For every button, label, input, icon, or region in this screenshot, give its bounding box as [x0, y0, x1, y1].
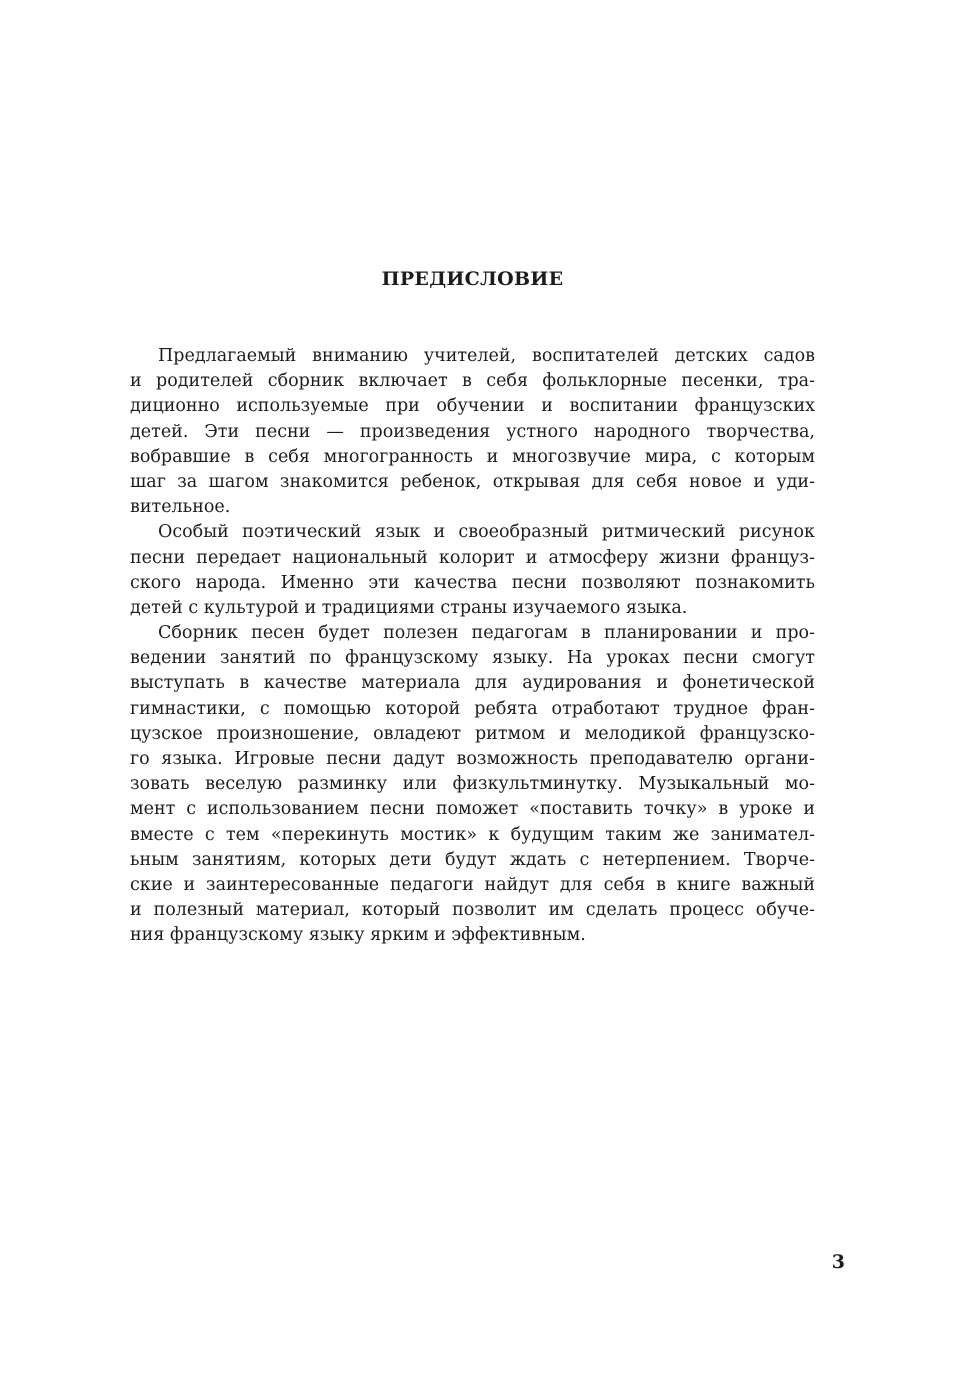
text-line: Особый поэтический язык и своеобразный ритмический рисунок — [158, 522, 815, 543]
text-line: го языка. Игровые песни дадут возможность преподавателю органи- — [130, 749, 815, 769]
text-line: вительное. — [130, 497, 231, 518]
text-line: детей с культурой и традициями страны изучаемого языка. — [130, 597, 688, 618]
text-line: шаг за шагом знакомится ребенок, открывая для себя новое и уди- — [130, 471, 815, 492]
text-line: вместе с тем «перекинуть мостик» к будущим таким же занимател- — [130, 824, 815, 845]
text-line: ведении занятий по французскому языку. На уроках песни смогут — [130, 648, 815, 669]
text-line: Сборник песен будет полезен педагогам в планировании и про- — [158, 623, 815, 644]
text-line: детей. Эти песни — произведения устного народного творчества, — [130, 421, 815, 442]
text-line: ского народа. Именно эти качества песни позволяют познакомить — [130, 572, 815, 593]
paragraph-1 — [130, 344, 815, 520]
text-line: цузское произношение, овладеют ритмом и мелодикой французско- — [130, 723, 815, 744]
text-line: песни передает национальный колорит и атмосферу жизни француз- — [130, 547, 815, 568]
paragraph-3 — [130, 621, 815, 948]
paragraph-2 — [130, 520, 815, 621]
text-line: ьным занятиям, которых дети будут ждать с нетерпением. Творче- — [130, 849, 815, 870]
text-line: ские и заинтересованные педагоги найдут для себя в книге важный — [130, 874, 815, 895]
text-line: и полезный материал, который позволит им сделать процесс обуче- — [130, 900, 815, 921]
text-line: мент с использованием песни поможет «поставить точку» в уроке и — [130, 799, 815, 820]
page-title: ПРЕДИСЛОВИЕ — [381, 268, 564, 290]
text-line: гимнастики, с помощью которой ребята отработают трудное фран- — [130, 698, 815, 719]
text-line: выступать в качестве материала для аудирования и фонетической — [130, 673, 815, 694]
text-line: ния французскому языку ярким и эффективным. — [130, 925, 586, 946]
text-line: диционно используемые при обучении и воспитании французских — [130, 396, 815, 417]
text-line: Предлагаемый вниманию учителей, воспитателей детских садов — [158, 346, 815, 366]
text-line: и родителей сборник включает в себя фольклорные песенки, тра- — [130, 371, 815, 392]
page-number: 3 — [831, 1251, 845, 1273]
text-line: зовать веселую разминку или физкультминутку. Музыкальный мо- — [130, 774, 815, 795]
text-line: вобравшие в себя многогранность и многозвучие мира, с которым — [130, 446, 815, 467]
preface-text — [130, 344, 815, 949]
